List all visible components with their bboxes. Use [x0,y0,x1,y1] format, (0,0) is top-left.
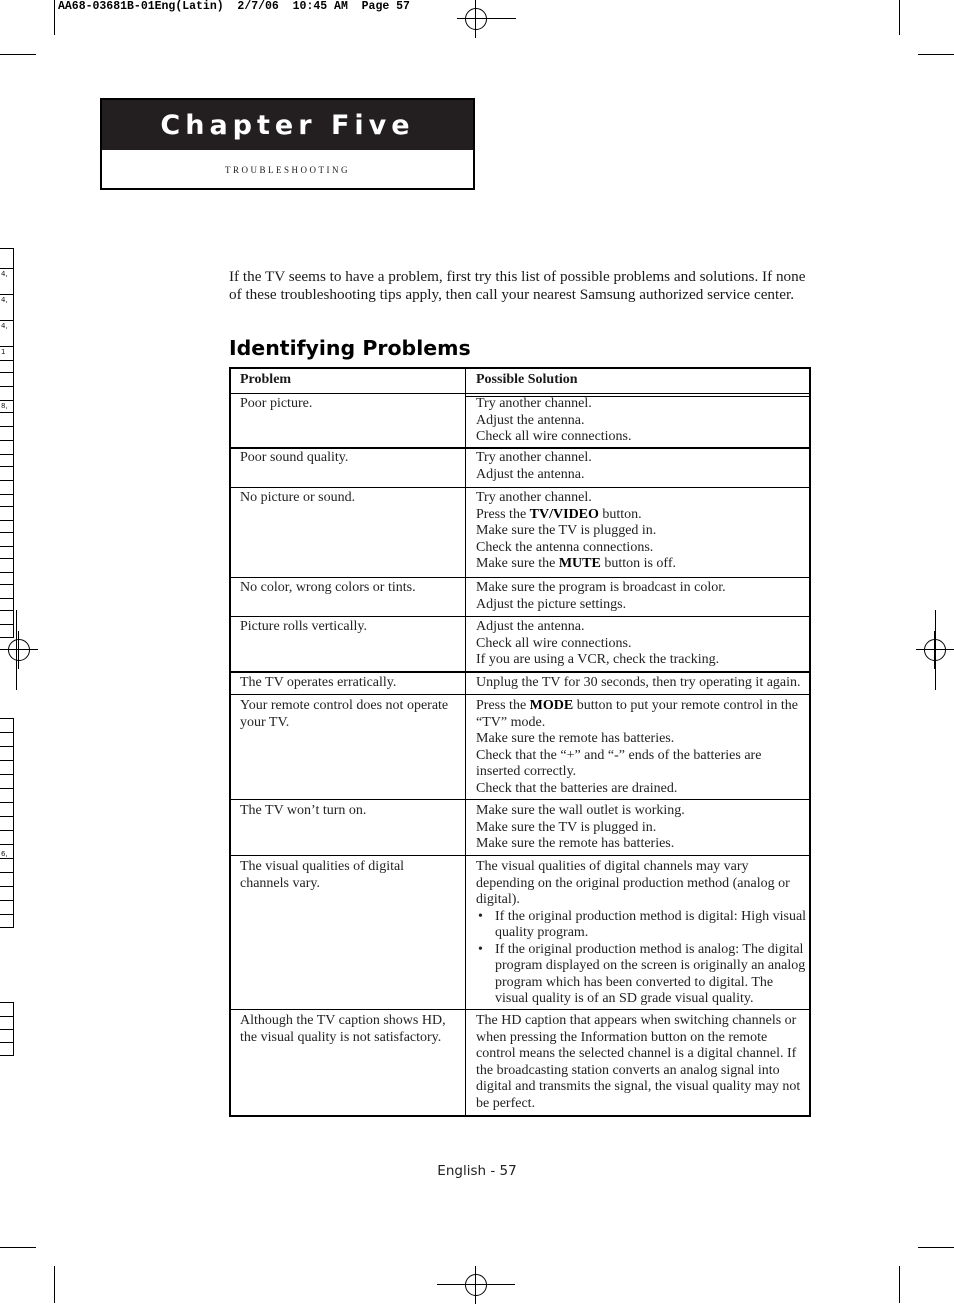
solution-line: Try another channel. [476,450,592,465]
problem-cell: Poor picture. [240,396,313,411]
solution-cell [476,1013,808,1112]
solution-line: Press the TV/VIDEO button. [476,506,642,522]
section-title: Identifying Problems [229,336,471,360]
print-job-header: AA68-03681B-01Eng(Latin) 2/7/06 10:45 AM Page 57 [58,0,410,13]
chapter-subtitle-text: troubleshooting [225,161,350,176]
problem-cell: No color, wrong colors or tints. [240,580,416,595]
solution-line: Adjust the antenna. [476,619,585,634]
solution-cell [476,396,808,446]
solution-line: Press the MODE button to put your remote control in the “TV” mode. [476,698,798,730]
solution-cell [476,803,808,853]
troubleshooting-table [229,367,811,1117]
solution-line: Check all wire connections. [476,635,632,651]
header-solution: Possible Solution [476,372,578,387]
solution-line: Try another channel. [476,396,592,411]
solution-line: Make sure the program is broadcast in color. [476,580,726,595]
crop-mark [437,1284,515,1285]
solution-cell [476,619,808,669]
solution-line: Adjust the antenna. [476,466,585,482]
intro-paragraph: If the TV seems to have a problem, first try this list of possible problems and solutions. If none of these troubleshooting tips apply, then call your nearest Samsung authorized service center. [229,268,806,303]
crop-mark [0,54,36,55]
solution-line: Adjust the antenna. [476,412,585,428]
margin-bleed-marks-upper [0,248,14,638]
table-header-row [231,369,809,393]
solution-line: Check all wire connections. [476,429,632,444]
solution-line: Unplug the TV for 30 seconds, then try operating it again. [476,675,801,690]
solution-line: Make sure the remote has batteries. [476,836,675,851]
problem-cell: Your remote control does not operate your TV. [240,698,449,730]
solution-line: If you are using a VCR, check the tracking. [476,652,720,667]
row-divider [231,447,809,449]
margin-label: 4, [1,322,8,330]
solution-line: Try another channel. [476,490,592,505]
registration-mark-bottom [457,1266,495,1304]
crop-mark [54,0,55,35]
problem-cell: The TV won’t turn on. [240,803,367,818]
problem-cell: Picture rolls vertically. [240,619,367,634]
solution-cell [476,698,808,797]
margin-label: 1 [1,348,6,356]
header-problem: Problem [240,372,292,387]
row-divider [231,671,809,673]
crop-mark [935,610,936,690]
problem-cell: The visual qualities of digital channels vary. [240,859,405,891]
margin-bleed-marks-bottom [0,1002,14,1056]
crop-mark [0,1247,36,1248]
row-divider [231,616,809,617]
row-divider [231,1009,809,1010]
crop-mark [899,1266,900,1303]
column-divider [465,369,466,1115]
crop-mark [918,1247,954,1248]
solution-line: Make sure the remote has batteries. [476,731,675,746]
row-divider [231,855,809,856]
chapter-heading-box [100,98,475,190]
crop-mark [918,54,954,55]
solution-line: Make sure the MUTE button is off. [476,556,677,571]
solution-line: Make sure the TV is plugged in. [476,523,657,538]
solution-cell [476,859,808,1008]
chapter-subtitle [102,150,473,188]
problem-cell: Although the TV caption shows HD, the visual quality is not satisfactory. [240,1013,446,1045]
solution-line: Make sure the wall outlet is working. [476,803,685,818]
crop-mark [16,610,17,690]
problem-cell: The TV operates erratically. [240,675,397,690]
solution-bullet: • If the original production method is analog: The digital program displayed on the screen is originally an analog program which has been converted to digital. The visual quality is of an SD grade visual quality. [476,942,808,1008]
solution-cell [476,580,808,613]
solution-line: Check the antenna connections. [476,539,654,555]
problem-cell: No picture or sound. [240,490,356,505]
solution-cell [476,675,808,692]
row-divider [231,799,809,800]
crop-mark [899,0,900,35]
margin-label: 4, [1,270,8,278]
row-divider [231,487,809,488]
crop-mark [54,1266,55,1303]
solution-line: Adjust the picture settings. [476,596,627,612]
crop-mark [476,18,516,19]
solution-line: Check that the batteries are drained. [476,780,678,796]
solution-cell [476,450,808,483]
solution-line: The HD caption that appears when switching channels or when pressing the Information button on the remote control means the selected channel is a digital channel. If the broadcasting station converts an analog signal into digital and transmits the signal, the visual quality may not be perfect. [476,1013,801,1111]
solution-line: Check that the “+” and “-” ends of the batteries are inserted correctly. [476,747,762,779]
chapter-title: Chapter Five [102,100,473,150]
registration-mark-top [457,0,495,38]
problem-cell: Poor sound quality. [240,450,349,465]
margin-label: 8, [1,402,8,410]
margin-label: 6, [1,850,8,858]
solution-bullet: • If the original production method is digital: High visual quality program. [476,909,808,942]
row-divider [231,694,809,695]
page-number: English - 57 [437,1163,517,1179]
solution-cell [476,490,808,573]
solution-line: The visual qualities of digital channels may vary depending on the original production method (analog or digital). [476,859,790,907]
margin-bleed-marks-lower [0,718,14,928]
row-divider [231,393,809,394]
margin-label: 4, [1,296,8,304]
row-divider [231,577,809,578]
solution-line: Make sure the TV is plugged in. [476,819,657,835]
